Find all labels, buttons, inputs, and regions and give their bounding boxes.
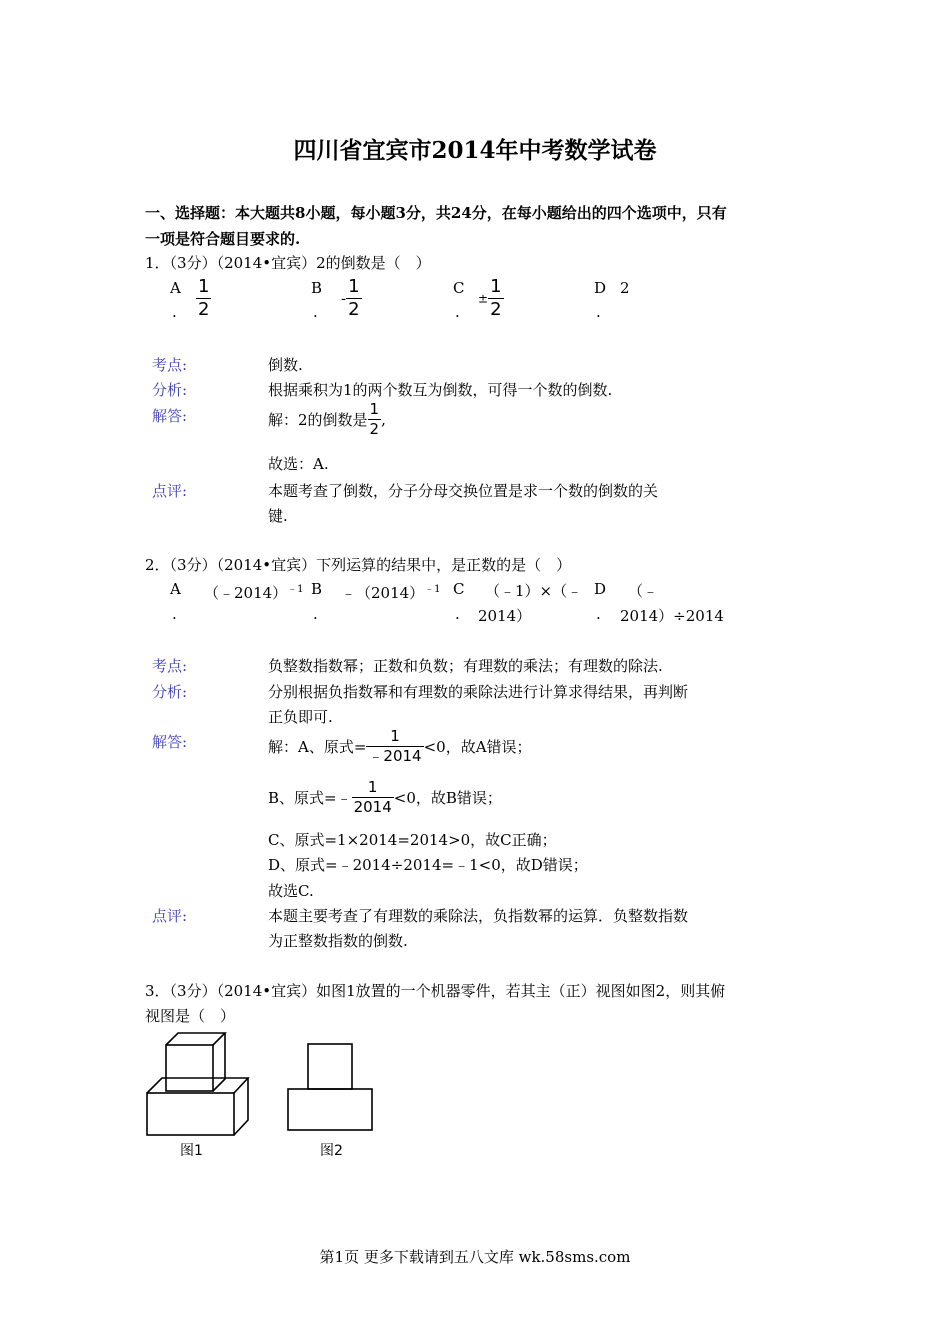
q1-kaodian: 倒数.: [268, 356, 303, 374]
q2-fenxi-label: 分析:: [152, 683, 188, 701]
q2-dianping-label: 点评:: [152, 907, 188, 925]
q1-fenxi: 根据乘积为1的两个数互为倒数，可得一个数的倒数.: [268, 381, 613, 399]
q2-option-d-line1: （﹣: [628, 582, 659, 600]
q2-kaodian: 负整数指数幂；正数和负数；有理数的乘法；有理数的除法.: [268, 657, 663, 675]
q1-option-c-fraction: ± $\frac{1}{2}$: [478, 276, 502, 320]
q1-dianping-line1: 本题考查了倒数，分子分母交换位置是求一个数的倒数的关: [268, 482, 659, 500]
q2-fenxi-line2: 正负即可.: [268, 708, 333, 726]
section-heading-line1: 一、选择题：本大题共8小题，每小题3分，共24分，在每小题给出的四个选项中，只有: [145, 204, 727, 222]
q2-kaodian-label: 考点:: [152, 657, 188, 675]
q2-option-b-value: $﹣(2014)^{﹣1}$: [341, 584, 441, 602]
q2-jieda-b: B、原式=﹣ $\frac{1}{2014}$ <0，故B错误；: [268, 778, 502, 816]
q2-option-b-letter: B: [311, 580, 323, 598]
q3-stem-line2: 视图是（ ）: [145, 1007, 236, 1025]
page-footer: 第1页 更多下载请到五八文库 wk.58sms.com: [319, 1248, 631, 1266]
q1-option-b-dot: .: [313, 303, 318, 321]
q1-option-b-fraction: - $\frac{1}{2}$: [341, 276, 360, 320]
q1-dianping-line2: 键.: [268, 507, 288, 525]
q1-option-c-dot: .: [455, 303, 460, 321]
q2-option-a-letter: A: [170, 580, 181, 598]
q1-option-d-value: 2: [620, 279, 630, 297]
q1-jieda: 解：2的倒数是 $\frac{1}{2}$ ,: [268, 400, 386, 438]
q1-option-a-fraction: $\frac{1}{2}$: [198, 276, 210, 320]
q1-kaodian-label: 考点:: [152, 356, 188, 374]
q2-dianping-line2: 为正整数指数的倒数.: [268, 932, 408, 950]
q2-option-d-dot: .: [596, 605, 601, 623]
q1-option-c-letter: C: [453, 279, 465, 297]
q2-option-d-line2: 2014）÷2014: [620, 607, 724, 625]
q1-jieda-choice: 故选：A.: [268, 455, 329, 473]
figure-1-label: 图1: [180, 1143, 203, 1159]
q2-option-c-dot: .: [455, 605, 460, 623]
q3-stem-line1: 3．（3分）（2014•宜宾）如图1放置的一个机器零件，若其主（正）视图如图2，则其俯: [145, 982, 726, 1000]
page-title: 四川省宜宾市2014年中考数学试卷: [293, 137, 657, 164]
q2-jieda-choice: 故选C.: [268, 882, 314, 900]
q2-option-a-value: （﹣2014）$^{﹣1}$: [204, 584, 304, 602]
q1-jieda-label: 解答:: [152, 407, 188, 425]
q2-option-a-dot: .: [172, 605, 177, 623]
q1-option-b-letter: B: [311, 279, 323, 297]
q2-option-c-letter: C: [453, 580, 465, 598]
q2-jieda-a: 解：A、原式= $\frac{1}{﹣2014}$ <0，故A错误；: [268, 727, 532, 765]
q2-jieda-d: D、原式=﹣2014÷2014=﹣1<0，故D错误；: [268, 856, 588, 874]
q1-stem: 1．（3分）（2014•宜宾）2的倒数是（ ）: [145, 254, 431, 272]
q2-fenxi-line1: 分别根据负指数幂和有理数的乘除法进行计算求得结果，再判断: [268, 683, 689, 701]
q1-fenxi-label: 分析:: [152, 381, 188, 399]
q1-option-a-letter: A: [170, 279, 181, 297]
q2-option-c-line1: （﹣1）×（﹣: [485, 582, 583, 600]
section-heading-line2: 一项是符合题目要求的.: [145, 230, 301, 248]
q1-option-d-dot: .: [596, 303, 601, 321]
q2-dianping-line1: 本题主要考查了有理数的乘除法，负指数幂的运算．负整数指数: [268, 907, 689, 925]
q1-option-d-letter: D: [594, 279, 607, 297]
q2-stem: 2．（3分）（2014•宜宾）下列运算的结果中，是正数的是（ ）: [145, 556, 572, 574]
q2-option-b-dot: .: [313, 605, 318, 623]
q1-option-a-dot: .: [172, 303, 177, 321]
q1-dianping-label: 点评:: [152, 482, 188, 500]
q2-jieda-c: C、原式=1×2014=2014>0，故C正确；: [268, 831, 557, 849]
q2-option-d-letter: D: [594, 580, 607, 598]
q3-figures: [140, 1025, 390, 1165]
figure-2-front-view: [288, 1044, 372, 1130]
figure-2-label: 图2: [320, 1143, 343, 1159]
q2-option-c-line2: 2014）: [478, 607, 532, 625]
q2-jieda-label: 解答:: [152, 733, 188, 751]
figure-1-isometric: [147, 1033, 248, 1135]
